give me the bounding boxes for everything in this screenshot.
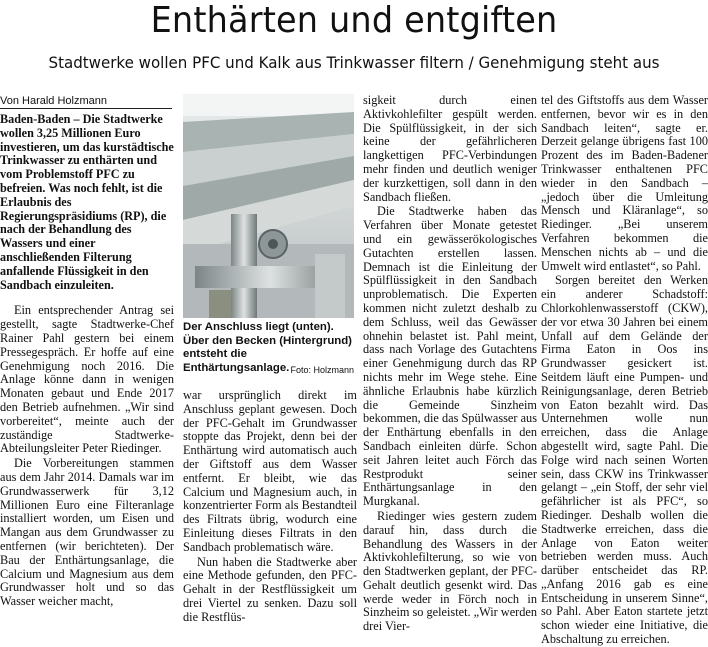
photo-caption — [183, 321, 354, 377]
paragraph: tel des Giftstoffs aus dem Wasser entfernen, bevor wir es in den Sandbach leiten“, sagte er. Derzeit gelange übrigens fast 100 Prozent des im Baden-Badener Trinkwasser enthaltenen PFC wieder in den Sandbach – „jedoch über die Umleitung Mensch und Kläranlage“, so Riedinger. „Bei unserem Verfahren bekommen die Menschen nichts ab – und die Umwelt wird entlastet“, so Pahl. — [541, 93, 708, 273]
column-3 — [363, 94, 537, 632]
byline-divider — [0, 108, 172, 109]
subheadline: Stadtwerke wollen PFC und Kalk aus Trinkwasser filtern / Genehmigung steht aus — [48, 53, 660, 72]
column-4 — [541, 93, 708, 647]
paragraph: Die Vorbereitungen stammen aus dem Jahr 2014. Damals war im Grundwasserwerk für 3,12 Millionen Euro eine Filteranlage installiert worden, um Eisen und Mangan aus dem Grundwasser zu entfernen (wir berichteten). Der Bau der Enthärtungsanlage, die Calcium und Magnesium aus dem Grundwasser holt und so das Wasser weicher macht, — [0, 456, 174, 609]
paragraph: Riedinger wies gestern zudem darauf hin, dass durch die Behandlung des Wassers in der Aktivkohlefilterung, so wie von den Stadtwerken geplant, der PFC-Gehalt deutlich gesenkt wird. Das werde weder in Förch noch in Sinzheim so geleistet. „Wir werden drei Vier- — [363, 508, 537, 634]
column-2 — [183, 389, 357, 632]
author-byline: Von Harald Holzmann — [0, 95, 108, 107]
paragraph: Nun haben die Stadtwerke aber eine Methode gefunden, den PFC-Gehalt in der Restflüssigkeit um drei Viertel zu senken. Dazu soll die Restflüs- — [183, 554, 357, 624]
headline: Enthärten und entgiften — [150, 0, 558, 41]
paragraph: Sorgen bereitet den Werken ein anderer Schadstoff: Chlorkohlenwasserstoff (CKW), der vor etwa 30 Jahren bei einem Unfall auf dem Gelände der Firma Eaton in Oos ins Grundwasser gesickert ist. Seitdem läuft eine Pumpen- und Reinigungsanlage, deren Betrieb von Eaton bezahlt wird. Das Unternehmen wolle nun erreichen, dass die Anlage abgestellt wird, sagte Pahl. Die Folge wird nach seinen Worten sein, dass CKW ins Trinkwasser gelangt – „ein Stoff, der sehr viel gefährlicher ist als PFC“, so Riedinger. Deshalb wollen die Stadtwerke erreichen, dass die Anlage von Eaton weiter betrieben werden muss. Auch darüber entscheidet das RP. „Anfang 2016 gab es eine Entscheidung in unserem Sinne“, so Pahl. Aber Eaton startete jetzt schon wieder eine Initiative, die Abschaltung zu erreichen. — [541, 273, 708, 647]
photo-water-basins — [183, 94, 354, 318]
caption-text: Der Anschluss liegt (unten). Über den Becken (Hintergrund) entsteht die Enthärtungsanlage. — [183, 321, 352, 374]
lead-paragraph: Baden-Baden – Die Stadtwerke wollen 3,25 Millionen Euro investieren, um das kurstädtische Trinkwasser zu enthärten und vom Problemstoff PFC zu befreien. Was noch fehlt, ist die Erlaubnis des Regierungspräsidiums (RP), die nach der Behandlung des Wassers und einer anschließenden Filterung anfallende Flüssigkeit in den Sandbach einzuleiten. — [0, 112, 174, 292]
photo-credit: Foto: Holzmann — [290, 364, 354, 375]
paragraph: sigkeit durch einen Aktivkohlefilter gespült werden. Die Spülflüssigkeit, in der sich keine der gefährlicheren langkettigen PFC-Verbindungen mehr finden und deutlich weniger der kurzkettigen, soll dann in den Sandbach fließen. — [363, 93, 537, 204]
photo-illustration — [183, 94, 354, 318]
paragraph: Ein entsprechender Antrag sei gestellt, sagte Stadtwerke-Chef Rainer Pahl gestern bei einem Pressegespräch. Er hoffe auf eine Genehmigung noch 2016. Die Anlage könne dann in wenigen Monaten gebaut und Ende 2017 den Betrieb aufnehmen. „Wir sind vorbereitet“, meinte auch der zuständige Stadtwerke-Abteilungsleiter Peter Riedinger. — [0, 303, 174, 456]
paragraph: war ursprünglich direkt im Anschluss geplant gewesen. Doch der PFC-Gehalt im Grundwasser stoppte das Projekt, denn bei der Enthärtung wird automatisch auch der Giftstoff aus dem Wasser entfernt. Er bleibt, wie das Calcium und Magnesium auch, in konzentrierter Form als Bestandteil des Filtrats übrig, wodurch eine Einleitung dieses Filtrats in den Sandbach problematisch wäre. — [183, 388, 357, 554]
paragraph: Die Stadtwerke haben das Verfahren über Monate getestet und ein gewässerökologisches Gutachten erstellen lassen. Demnach ist die Einleitung der Spülflüssigkeit in den Sandbach unproblematisch. Die Experten kommen nicht zuletzt deshalb zu dem Schluss, weil das Gewässer ohnehin belastet ist. Pahl meint, dass nach Vorlage des Gutachtens einer Genehmigung durch das RP nichts mehr im Wege stehe. Eine ähnliche Erlaubnis habe kürzlich die Gemeinde Sinzheim bekommen, die das Spülwasser aus der Enthärtung ebenfalls in den Sandbach einleiten dürfe. Schon seit Jahren leitet auch Förch das Restprodukt seiner Enthärtungsanlage in den Murgkanal. — [363, 204, 537, 509]
column-1 — [0, 113, 174, 632]
